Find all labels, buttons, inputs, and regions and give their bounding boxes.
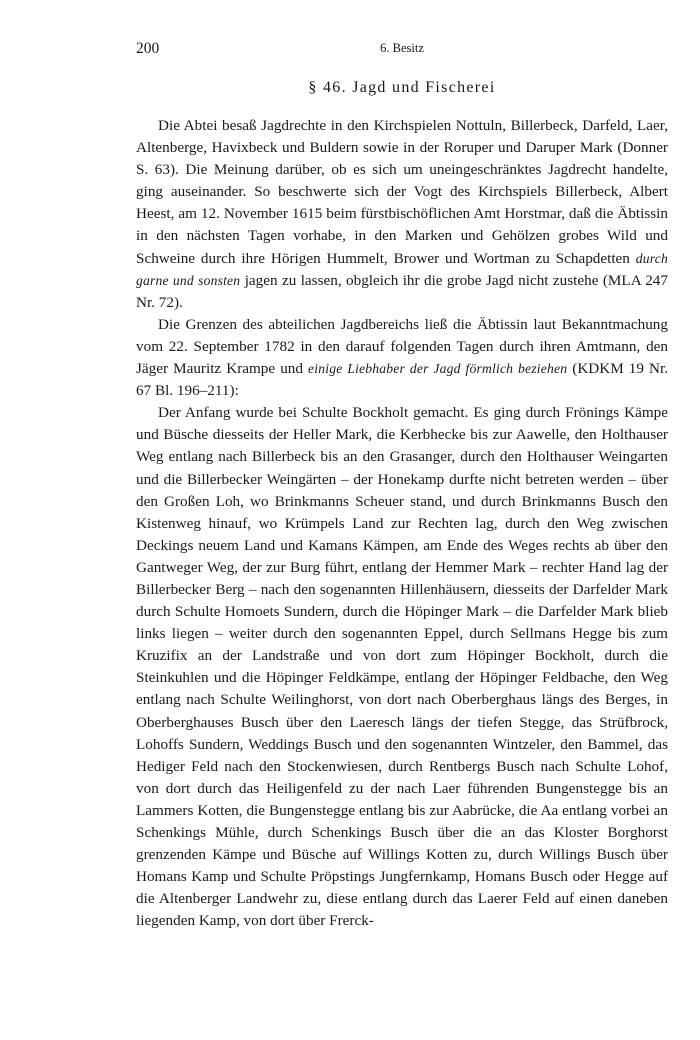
paragraph-text: jagen zu lassen, obgleich ihr die grobe Jagd nicht zustehe (MLA 247 Nr. 72). — [136, 271, 668, 311]
paragraph-text: Die Abtei besaß Jagdrechte in den Kirchspielen Nottuln, Billerbeck, Darfeld, Laer, Altenberge, Havixbeck und Buldern sowie in der Roruper und Daruper Mark (Donner S. 63). Die Meinung darüber, ob es sich um uneingeschränktes Jagdrecht handelte, ging auseinander. So beschwerte sich der Vogt des Kirchspiels Billerbeck, Albert Heest, am 12. November 1615 beim fürstbischöflichen Amt Horstmar, daß die Äbtissin in den nächsten Tagen vorhabe, in den Marken und Gehölzen grobes Wild und Schweine durch ihre Hörigen Hummelt, Brower und Wortman zu Schapdetten — [136, 117, 668, 267]
paragraph-1 — [136, 115, 668, 314]
body-text — [136, 115, 668, 932]
emphasized-quote: durch garne und sonsten — [136, 250, 668, 288]
running-title: 6. Besitz — [380, 41, 424, 55]
paragraph-text: (KDKM 19 Nr. 67 Bl. 196–211): — [136, 360, 669, 400]
paragraph-text: Der Anfang wurde bei Schulte Bockholt gemacht. Es ging durch Frönings Kämpe und Büsche diesseits der Heller Mark, die Kerbhecke bis zur Aawelle, den Holthauser Weg entlang nach Billerbeck bis an den Grasanger, durch den Holthauser Weingarten und die Billerbecker Weingärten – der Honekamp durfte nicht betreten werden – über den Großen Loh, wo Brinkmanns Scheuer stand, und durch Brinkmanns Busch den Kistenweg hinauf, wo Krümpels Land zur Rechten lag, durch den Weg zwischen Deckings neuem Land und Kamans Kämpen, am Ende des Weges rechts ab über den Gantweger Weg, der zur Burg führt, entlang der Hemmer Mark – rechter Hand lag der Billerbecker Berg – nach den sogenannten Hillenhäusern, diesseits der Darfelder Mark durch Schulte Homoets Sundern, durch die Höpinger Mark – die Darfelder Mark blieb links liegen – weiter durch den sogenannten Eppel, durch Sellmans Hegge bis zum Kruzifix an der Landstraße und von dort zum Höpinger Bockholt, durch die Steinkuhlen und die Höpinger Feldkämpe, entlang der Höpinger Feldbache, den Weg entlang nach Schulte Weilinghorst, von dort nach Oberberghaus längs des Berges, in Oberberghauses Busch über den Laeresch längs der tiefen Stegge, das Strüfbrock, Lohoffs Sundern, Weddings Busch und den sogenannten Wintzeler, den Bammel, das Hediger Feld nach den Stockenwiesen, durch Rentbergs Busch nach Schulte Lohof, von dort durch das Heiligenfeld zu der nach Laer führenden Bungenstegge bis an Lammers Kotten, die Bungenstegge entlang bis zur Aabrücke, die Aa entlang vorbei an Schenkings Mühle, durch Schenkings Busch über die an das Kloster Borghorst grenzenden Kämpe und Büsche auf Willings Kotten zu, durch Willings Busch über Homans Kamp und Schulte Pröpstings Jungfernkamp, Homans Busch oder Hegge auf die Altenberger Landwehr zu, diese entlang durch das Laerer Feld auf einen daneben liegenden Kamp, von dort über Frerck- — [136, 404, 668, 930]
paragraph-2 — [136, 314, 668, 402]
running-head — [136, 40, 668, 62]
section-heading: § 46. Jagd und Fischerei — [308, 79, 496, 96]
paragraph-text: Die Grenzen des abteilichen Jagdbereichs ließ die Äbtissin laut Bekanntmachung vom 22. September 1782 in den darauf folgenden Tagen durch ihren Amtmann, den Jäger Mauritz Krampe und — [136, 315, 668, 378]
emphasized-quote: einige Liebhaber der Jagd förmlich beziehen — [308, 361, 568, 377]
book-page — [136, 40, 668, 932]
page-number: 200 — [136, 40, 160, 57]
paragraph-3 — [136, 402, 668, 932]
